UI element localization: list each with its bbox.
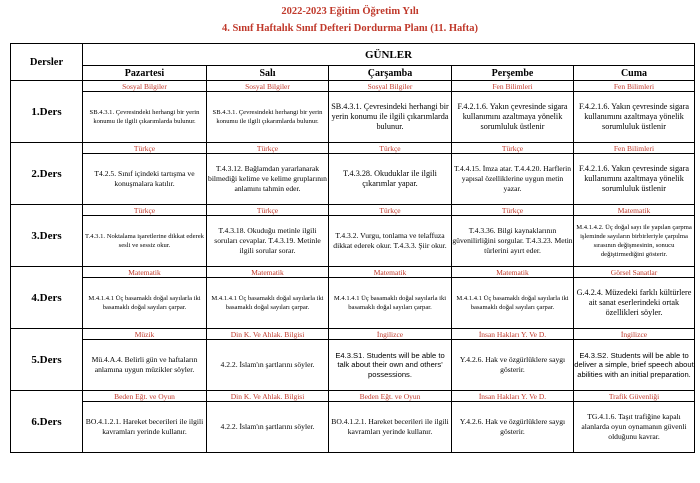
objective-cell: T.4.3.36. Bilgi kaynaklarının güvenilirliğini sorgular. T.4.3.23. Metin türlerini ayırt eder. — [452, 216, 574, 267]
subject-cell: Türkçe — [329, 205, 452, 216]
objective-cell: BO.4.1.2.1. Hareket becerileri ile ilgili kavramları yerinde kullanır. — [329, 402, 452, 453]
gunler-header: GÜNLER — [83, 44, 695, 66]
day-header-pazartesi: Pazartesi — [83, 66, 207, 81]
subject-cell: Türkçe — [207, 143, 329, 154]
subject-cell: Türkçe — [452, 205, 574, 216]
day-header-cuma: Cuma — [574, 66, 695, 81]
objective-cell: F.4.2.1.6. Yakın çevresinde sigara kullanımını azaltmaya yönelik sorumluluk üstlenir — [574, 92, 695, 143]
day-header-persembe: Perşembe — [452, 66, 574, 81]
subject-cell: Din K. Ve Ahlak. Bilgisi — [207, 329, 329, 340]
objective-cell: M.4.1.4.1 Üç basamaklı doğal sayılarla iki basamaklı doğal sayıları çarpar. — [452, 278, 574, 329]
subject-cell: Beden Eğt. ve Oyun — [83, 391, 207, 402]
subject-cell: İnsan Hakları Y. Ve D. — [452, 391, 574, 402]
subject-cell: Matematik — [452, 267, 574, 278]
objective-cell: M.4.1.4.2. Üç doğal sayı ile yapılan çarpma işleminde sayıların birbirleriyle çarpılma sırasının değişmesinin, sonucu değiştirmediğini gösterir. — [574, 216, 695, 267]
subject-cell: İnsan Hakları Y. Ve D. — [452, 329, 574, 340]
objective-cell: T.4.4.15. İmza atar. T.4.4.20. Harflerin yapısal özelliklerine uygun metin yazar. — [452, 154, 574, 205]
subject-cell: Türkçe — [207, 205, 329, 216]
objective-cell: SB.4.3.1. Çevresindeki herhangi bir yerin konumu ile ilgili çıkarımlarda bulunur. — [329, 92, 452, 143]
subject-cell: Türkçe — [83, 143, 207, 154]
dersler-header: Dersler — [11, 44, 83, 81]
objective-cell: TG.4.1.6. Taşıt trafiğine kapalı alanlarda oyun oynamanın güvenli olduğunu kavrar. — [574, 402, 695, 453]
subject-cell: Matematik — [207, 267, 329, 278]
objective-cell: F.4.2.1.6. Yakın çevresinde sigara kullanımını azaltmaya yönelik sorumluluk üstlenir — [574, 154, 695, 205]
lesson-label-4: 4.Ders — [11, 267, 83, 329]
objective-cell: SB.4.3.1. Çevresindeki herhangi bir yerin konumu ile ilgili çıkarımlarda bulunur. — [83, 92, 207, 143]
lesson-label-5: 5.Ders — [11, 329, 83, 391]
weekly-plan-table — [10, 43, 695, 453]
subject-cell: Sosyal Bilgiler — [207, 81, 329, 92]
objective-cell: 4.2.2. İslam'ın şartlarını söyler. — [207, 402, 329, 453]
objective-cell: M.4.1.4.1 Üç basamaklı doğal sayılarla iki basamaklı doğal sayıları çarpar. — [83, 278, 207, 329]
subject-cell: Trafik Güvenliği — [574, 391, 695, 402]
objective-cell: Y.4.2.6. Hak ve özgürlüklere saygı gösterir. — [452, 402, 574, 453]
objective-cell: E4.3.S2. Students will be able to deliver a simple, brief speech about abilities with an initial preparation. — [574, 340, 695, 391]
subject-cell: Fen Bilimleri — [574, 143, 695, 154]
objective-cell: E4.3.S1. Students will be able to talk about their own and others' possessions. — [329, 340, 452, 391]
day-header-sali: Salı — [207, 66, 329, 81]
subject-cell: Fen Bilimleri — [452, 81, 574, 92]
lesson-label-2: 2.Ders — [11, 143, 83, 205]
objective-cell: T.4.3.2. Vurgu, tonlama ve telaffuza dikkat ederek okur. T.4.3.3. Şiir okur. — [329, 216, 452, 267]
subject-cell: İngilizce — [574, 329, 695, 340]
lesson-label-3: 3.Ders — [11, 205, 83, 267]
objective-cell: T.4.3.1. Noktalama işaretlerine dikkat ederek sesli ve sessiz okur. — [83, 216, 207, 267]
objective-cell: T.4.3.28. Okuduklar ile ilgili çıkarımlar yapar. — [329, 154, 452, 205]
header-year-title: 2022-2023 Eğitim Öğretim Yılı — [281, 6, 419, 17]
subject-cell: Sosyal Bilgiler — [83, 81, 207, 92]
objective-cell: SB.4.3.1. Çevresindeki herhangi bir yerin konumu ile ilgili çıkarımlarda bulunur. — [207, 92, 329, 143]
objective-cell: T.4.3.18. Okuduğu metinle ilgili soruları cevaplar. T.4.3.19. Metinle ilgili sorular sorar. — [207, 216, 329, 267]
header-plan-title: 4. Sınıf Haftalık Sınıf Defteri Dordurma Planı (11. Hafta) — [221, 23, 479, 34]
day-header-carsamba: Çarşamba — [329, 66, 452, 81]
subject-cell: Türkçe — [452, 143, 574, 154]
objective-cell: G.4.2.4. Müzedeki farklı kültürlere ait sanat eserlerindeki ortak özellikleri söyler. — [574, 278, 695, 329]
subject-cell: Görsel Sanatlar — [574, 267, 695, 278]
subject-cell: Sosyal Bilgiler — [329, 81, 452, 92]
objective-cell: M.4.1.4.1 Üç basamaklı doğal sayılarla iki basamaklı doğal sayıları çarpar. — [329, 278, 452, 329]
objective-cell: 4.2.2. İslam'ın şartlarını söyler. — [207, 340, 329, 391]
subject-cell: Beden Eğt. ve Oyun — [329, 391, 452, 402]
subject-cell: Fen Bilimleri — [574, 81, 695, 92]
subject-cell: Türkçe — [83, 205, 207, 216]
subject-cell: Matematik — [83, 267, 207, 278]
subject-cell: İngilizce — [329, 329, 452, 340]
objective-cell: F.4.2.1.6. Yakın çevresinde sigara kullanımını azaltmaya yönelik sorumluluk üstlenir — [452, 92, 574, 143]
objective-cell: T4.2.5. Sınıf içindeki tartışma ve konuşmalara katılır. — [83, 154, 207, 205]
objective-cell: BO.4.1.2.1. Hareket becerileri ile ilgili kavramları yerinde kullanır. — [83, 402, 207, 453]
objective-cell: Y.4.2.6. Hak ve özgürlüklere saygı gösterir. — [452, 340, 574, 391]
objective-cell: M.4.1.4.1 Üç basamaklı doğal sayılarla iki basamaklı doğal sayıları çarpar. — [207, 278, 329, 329]
lesson-label-1: 1.Ders — [11, 81, 83, 143]
subject-cell: Matematik — [329, 267, 452, 278]
objective-cell: Mü.4.A.4. Belirli gün ve haftaların anlamına uygun müzikler söyler. — [83, 340, 207, 391]
subject-cell: Müzik — [83, 329, 207, 340]
lesson-label-6: 6.Ders — [11, 391, 83, 453]
subject-cell: Din K. Ve Ahlak. Bilgisi — [207, 391, 329, 402]
subject-cell: Matematik — [574, 205, 695, 216]
subject-cell: Türkçe — [329, 143, 452, 154]
objective-cell: T.4.3.12. Bağlamdan yararlanarak bilmediği kelime ve kelime gruplarının anlamını tahmin eder. — [207, 154, 329, 205]
